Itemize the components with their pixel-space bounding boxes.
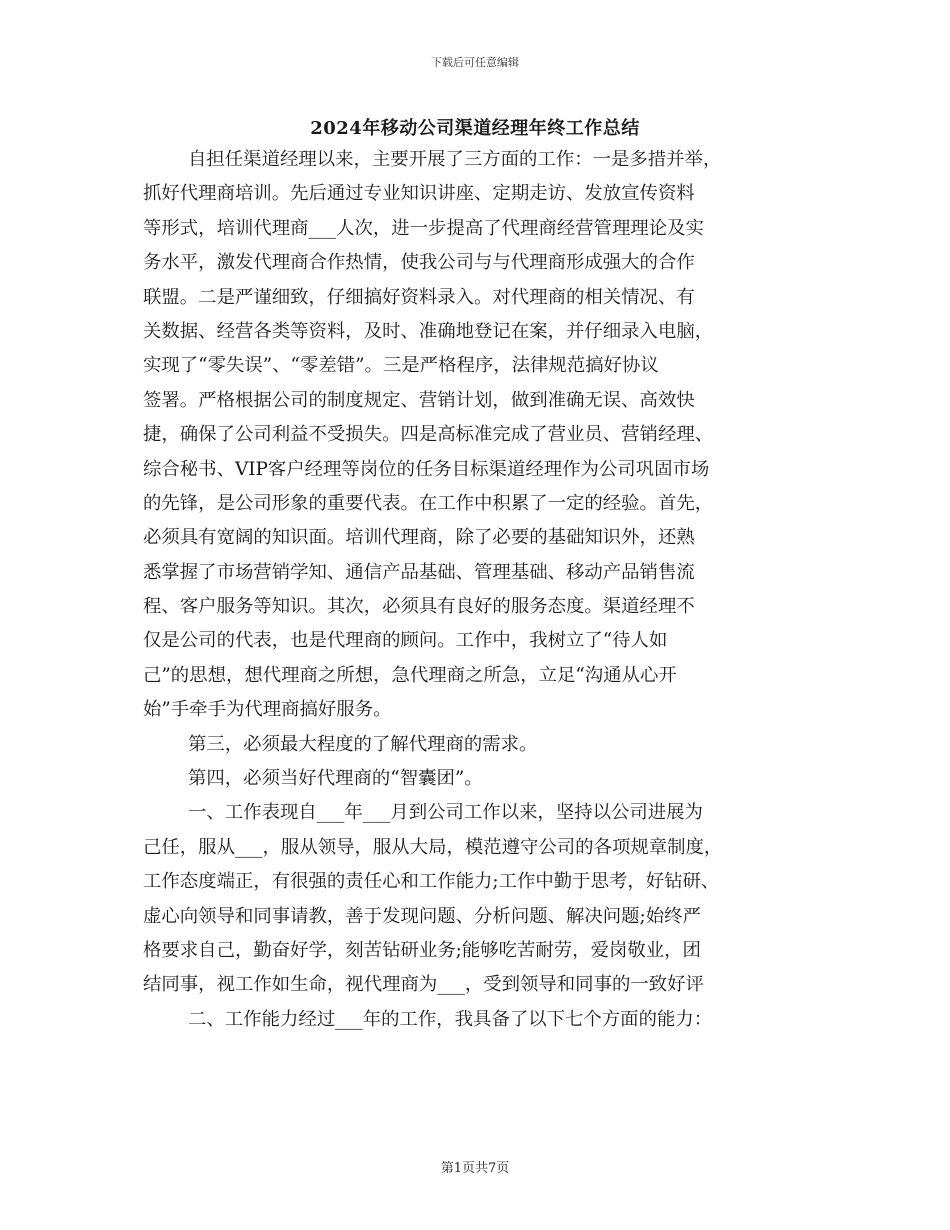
document-body <box>143 143 808 1037</box>
paragraph-line: 程、客户服务等知识。其次，必须具有良好的服务态度。渠道经理不 <box>143 596 695 618</box>
paragraph-line: 始”手牵手为代理商搞好服务。 <box>143 699 392 721</box>
paragraph-line: 抓好代理商培训。先后通过专业知识讲座、定期走访、发放宣传资料 <box>143 183 695 205</box>
paragraph-line: 联盟。二是严谨细致，仔细搞好资料录入。对代理商的相关情况、有 <box>143 286 695 308</box>
paragraph-line: 一、工作表现自___年___月到公司工作以来，坚持以公司进展为 <box>188 802 703 824</box>
paragraph-line: 的先锋，是公司形象的重要代表。在工作中积累了一定的经验。首先， <box>143 492 714 514</box>
paragraph-line: 必须具有宽阔的知识面。培训代理商，除了必要的基础知识外，还熟 <box>143 527 695 549</box>
page-footer: 第1页共7页 <box>440 1161 510 1176</box>
paragraph-line: 第三，必须最大程度的了解代理商的需求。 <box>188 733 538 755</box>
paragraph-line: 第四，必须当好代理商的“智囊团”。 <box>188 768 483 790</box>
paragraph-line: 悉掌握了市场营销学知、通信产品基础、管理基础、移动产品销售流 <box>143 561 695 583</box>
paragraph-line: 等形式，培训代理商___人次，进一步提高了代理商经营管理理论及实 <box>143 217 704 239</box>
paragraph-line: 仅是公司的代表，也是代理商的顾问。工作中，我树立了“待人如 <box>143 630 668 652</box>
paragraph-line: 结同事，视工作如生命，视代理商为___，受到领导和同事的一致好评 <box>143 974 704 996</box>
paragraph-line: 自担任渠道经理以来，主要开展了三方面的工作：一是多措并举， <box>188 149 722 170</box>
paragraph-line: 务水平，激发代理商合作热情，使我公司与与代理商形成强大的合作 <box>143 252 695 274</box>
header-note: 下载后可任意编辑 <box>431 56 519 69</box>
paragraph-line: 己任，服从___，服从领导，服从大局，模范遵守公司的各项规章制度， <box>143 836 723 858</box>
paragraph-line: 己”的思想，想代理商之所想，急代理商之所急，立足“沟通从心开 <box>143 664 677 686</box>
paragraph-line: 签署。严格根据公司的制度规定、营销计划，做到准确无误、高效快 <box>143 389 695 411</box>
paragraph-line: 虚心向领导和同事请教，善于发现问题、分析问题、解决问题;始终严 <box>143 905 701 927</box>
paragraph-line: 捷，确保了公司利益不受损失。四是高标准完成了营业员、营销经理、 <box>143 424 714 446</box>
paragraph-line: 实现了“零失误”、“零差错”。三是严格程序，法律规范搞好协议 <box>143 355 659 377</box>
document-title: 2024年移动公司渠道经理年终工作总结 <box>310 118 640 139</box>
paragraph-line: 关数据、经营各类等资料，及时、准确地登记在案，并仔细录入电脑， <box>143 320 714 342</box>
paragraph-line: 工作态度端正，有很强的责任心和工作能力;工作中勤于思考，好钻研、 <box>143 871 720 893</box>
paragraph-line: 综合秘书、VIP客户经理等岗位的任务目标渠道经理作为公司巩固市场 <box>143 458 710 480</box>
paragraph-line: 二、工作能力经过___年的工作，我具备了以下七个方面的能力： <box>188 1008 713 1030</box>
paragraph-line: 格要求自己，勤奋好学，刻苦钻研业务;能够吃苦耐劳，爱岗敬业，团 <box>143 939 701 961</box>
